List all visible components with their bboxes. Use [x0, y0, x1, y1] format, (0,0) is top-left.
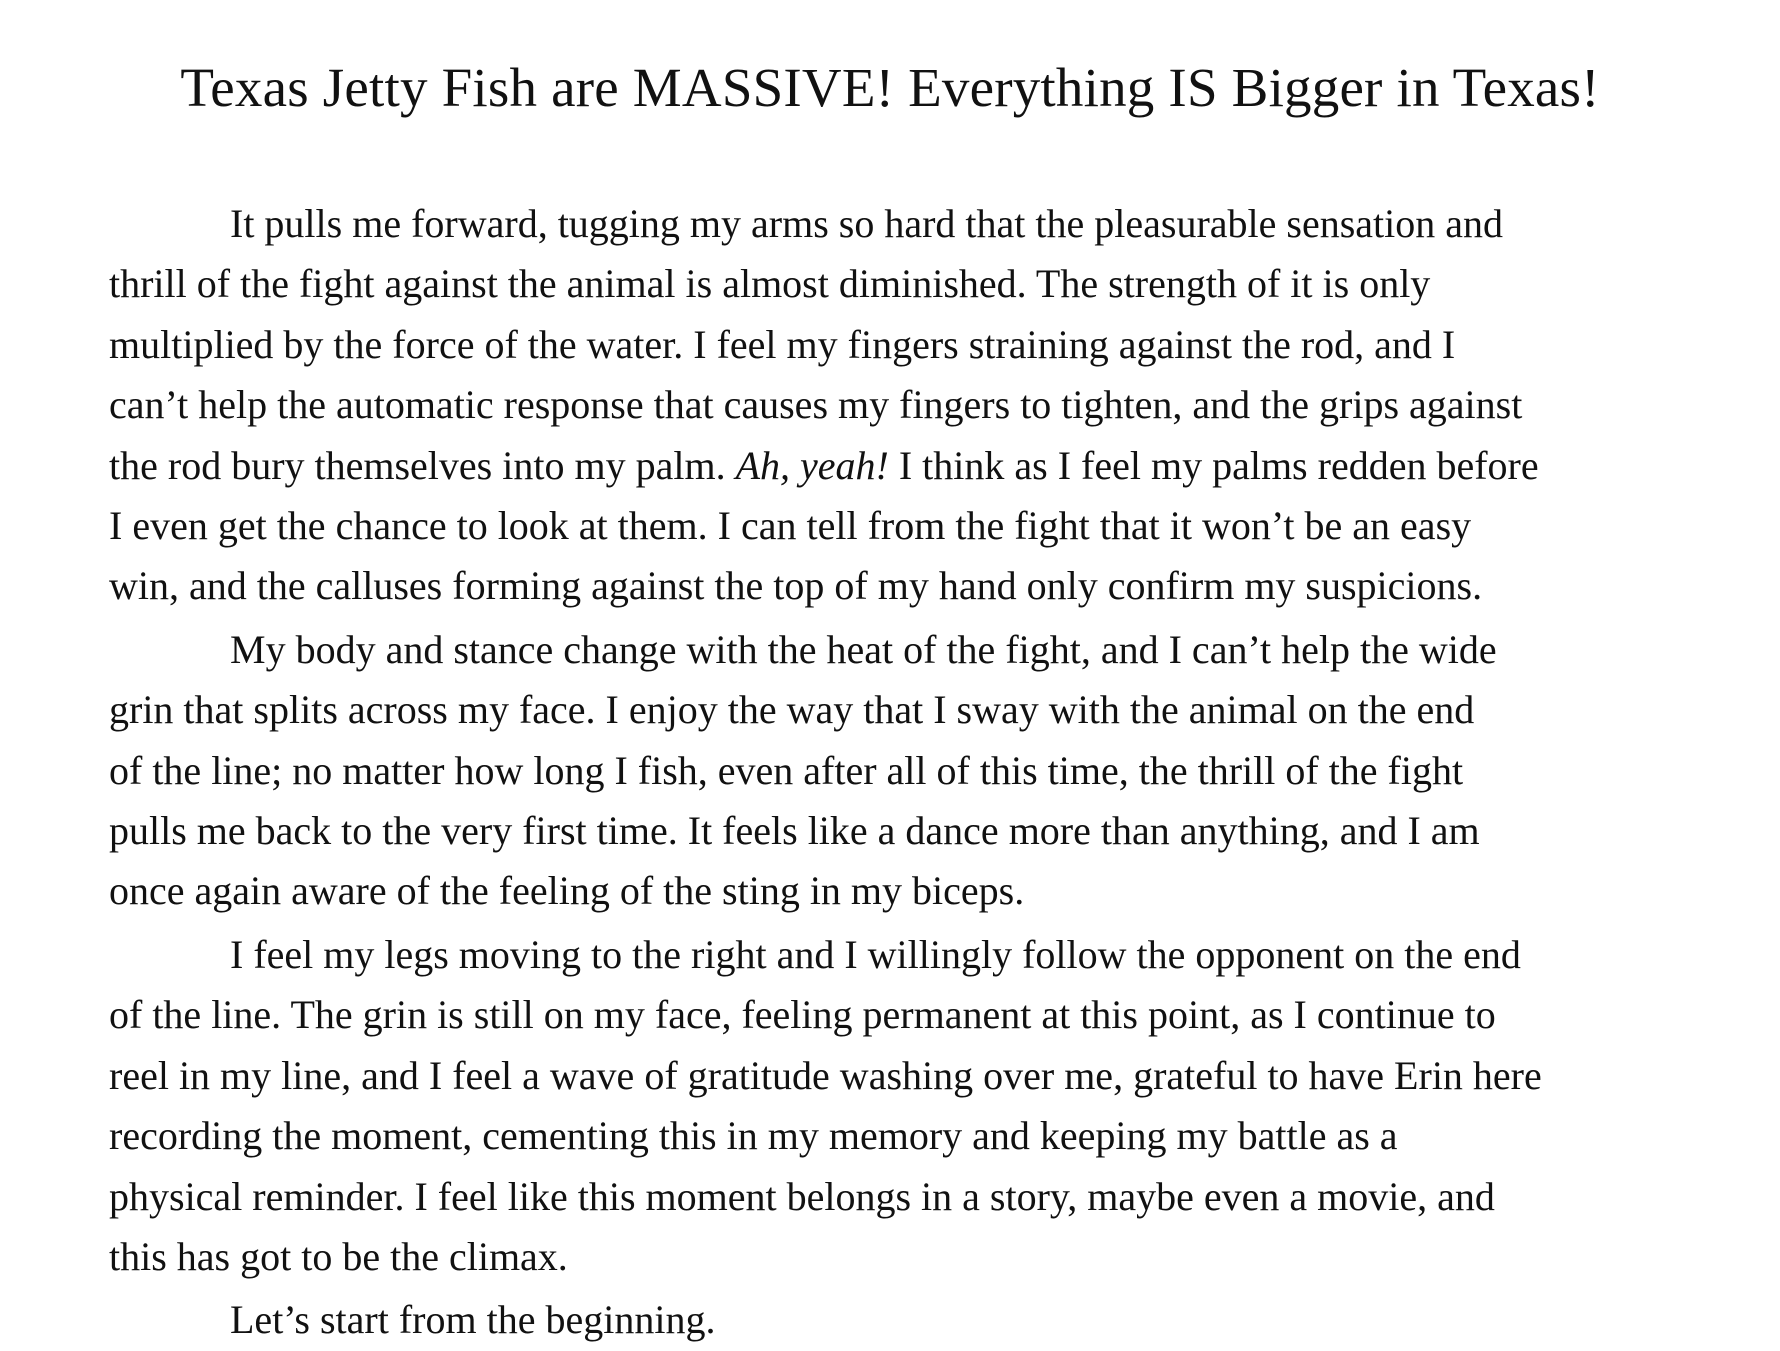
paragraph-line: thrill of the fight against the animal is almost diminished. The strength of it is only: [109, 261, 1431, 307]
paragraph-line: I feel my legs moving to the right and I willingly follow the opponent on the end: [230, 931, 1521, 977]
paragraph-4: [109, 1290, 1684, 1350]
paragraph-line: recording the moment, cementing this in my memory and keeping my battle as a: [109, 1113, 1398, 1159]
paragraph-line: once again aware of the feeling of the sting in my biceps.: [109, 868, 1025, 914]
paragraph-line: multiplied by the force of the water. I feel my fingers straining against the rod, and I: [109, 321, 1456, 367]
paragraph-line: of the line; no matter how long I fish, even after all of this time, the thrill of the fight: [109, 747, 1464, 793]
paragraph-3: [109, 925, 1684, 1287]
paragraph-line: Let’s start from the beginning.: [230, 1297, 716, 1343]
paragraph-line: reel in my line, and I feel a wave of gratitude washing over me, grateful to have Erin here: [109, 1052, 1542, 1098]
paragraph-2: [109, 620, 1684, 922]
paragraph-line: grin that splits across my face. I enjoy the way that I sway with the animal on the end: [109, 687, 1475, 733]
paragraph-line: can’t help the automatic response that causes my fingers to tighten, and the grips against: [109, 382, 1523, 428]
paragraph-line: My body and stance change with the heat of the fight, and I can’t help the wide: [230, 626, 1497, 672]
paragraph-text: the rod bury themselves into my palm.: [109, 442, 726, 488]
italic-exclamation: Ah, yeah!: [735, 442, 889, 488]
paragraph-line: of the line. The grin is still on my face, feeling permanent at this point, as I continue to: [109, 992, 1496, 1038]
paragraph-line: I even get the chance to look at them. I can tell from the fight that it won’t be an easy: [109, 503, 1472, 549]
document-title: Texas Jetty Fish are MASSIVE! Everything IS Bigger in Texas!: [180, 57, 1600, 118]
paragraph-line-mixed: [109, 436, 1684, 496]
paragraph-line: pulls me back to the very first time. It feels like a dance more than anything, and I am: [109, 808, 1480, 854]
paragraph-line: physical reminder. I feel like this moment belongs in a story, maybe even a movie, and: [109, 1173, 1495, 1219]
document-body: [109, 194, 1684, 1351]
paragraph-text: I think as I feel my palms redden before: [888, 442, 1539, 488]
paragraph-line: this has got to be the climax.: [109, 1233, 568, 1279]
paragraph-line: It pulls me forward, tugging my arms so hard that the pleasurable sensation and: [230, 201, 1504, 246]
paragraph-1: [109, 194, 1684, 617]
paragraph-line: win, and the calluses forming against the top of my hand only confirm my suspicions.: [109, 563, 1483, 609]
